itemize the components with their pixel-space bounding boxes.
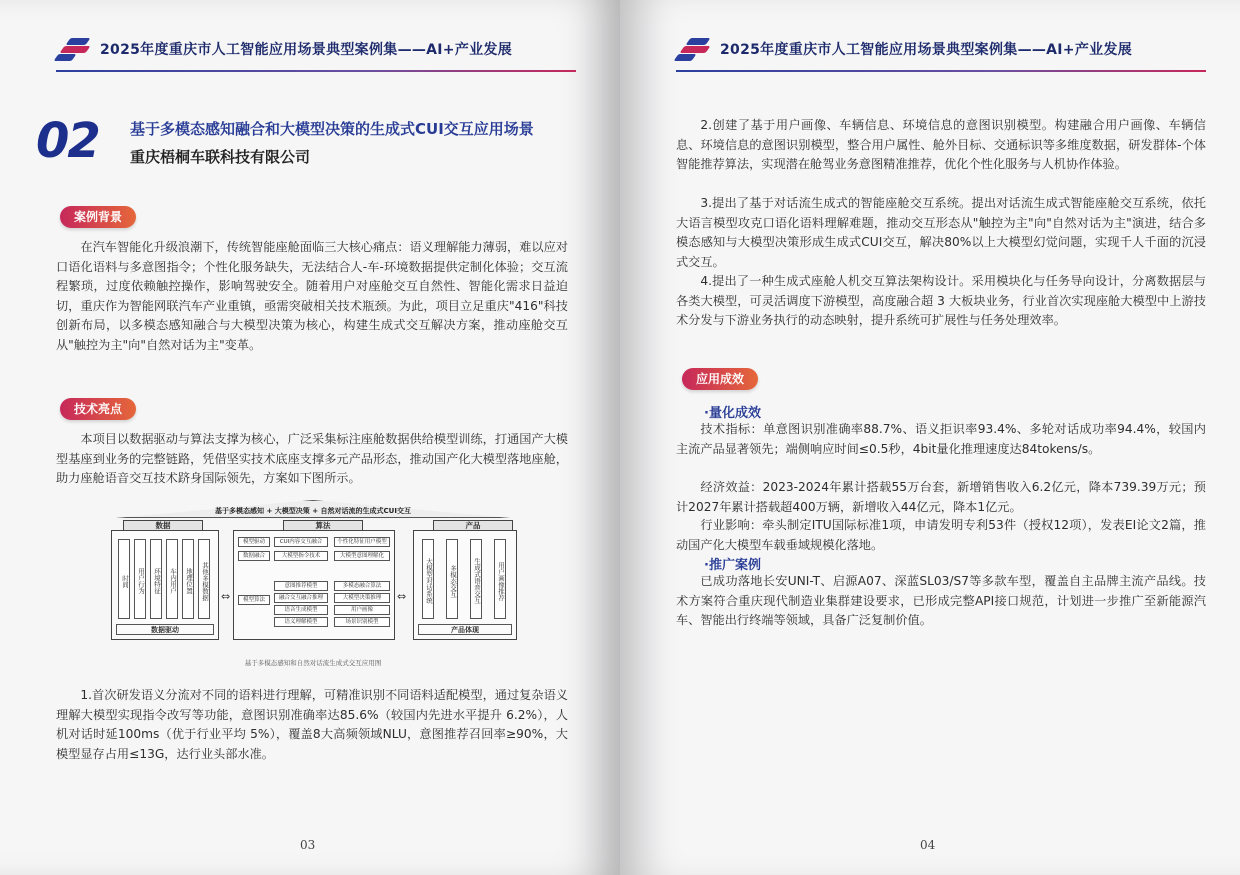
algo-item: 意图推荐模型 xyxy=(274,581,328,591)
algo-item: 模型驱动 xyxy=(238,537,270,547)
data-item: 其他多模数据 xyxy=(198,539,210,619)
architecture-diagram xyxy=(103,500,523,667)
data-foot: 数据驱动 xyxy=(116,624,214,635)
diagram-col-product-head: 产品 xyxy=(433,520,513,532)
header-title: 2025年度重庆市人工智能应用场景典型案例集——AI+产业发展 xyxy=(720,42,1133,58)
product-item: 生成式语音交互 xyxy=(470,539,482,619)
double-arrow-icon: ⇔ xyxy=(397,590,407,603)
algo-item: 场景识别模型 xyxy=(334,617,390,627)
algo-item: 大模型意图理解化 xyxy=(334,551,390,561)
paragraph-point-1: 1.首次研发语义分流对不同的语料进行理解，可精准识别不同语料适配模型，通过复杂语义理解大模型实现指令改写等功能，意图识别准确率达85.6%（较国内先进水平提升 6.2%），人机对话时延100ms（优于行业平均 5%），覆盖8大高频领域NLU，意图推荐召回率≥90%，大模型显存占用≤13G，达行业头部水准。 xyxy=(56,688,568,761)
data-item: 时间 xyxy=(118,539,130,619)
section-label-background: 案例背景 xyxy=(60,206,136,228)
diagram-col-data xyxy=(111,530,219,640)
section-label-tech: 技术亮点 xyxy=(60,398,136,420)
paragraph-point-4: 4.提出了一种生成式座舱人机交互算法架构设计。采用模块化与任务导向设计，分离数据层与各类大模型，可灵活调度下游模型，高度融合超 3 大板块业务，行业首次实现座舱大模型中上游技术分发与下游业务执行的动态映射，提升系统可扩展性与任务处理效率。 xyxy=(676,274,1206,327)
paragraph-point-3: 3.提出了基于对话流生成式的智能座舱交互系统。提出对话流生成式智能座舱交互系统，依托大语言模型攻克口语化语料理解难题，推动交互形态从"触控为主"向"自然对话为主"演进，结合多模态感知与大模型决策形成生成式CUI交互，解决80%以上大模型幻觉问题，实现千人千面的沉浸式交互。 xyxy=(676,196,1206,269)
header-divider xyxy=(676,70,1206,72)
case-title: 基于多模态感知融合和大模型决策的生成式CUI交互应用场景 xyxy=(130,120,534,138)
header-divider xyxy=(56,70,576,72)
paragraph-tech: 本项目以数据驱动与算法支撑为核心，广泛采集标注座舱数据供给模型训练，打通国产大模型基座到业务的完整链路，凭借坚实技术底座支撑多元产品形态，推动国产化大模型落地座舱，助力座舱语音交互技术跻身国际领先，方案如下图所示。 xyxy=(56,432,568,485)
algo-item: 语音生成模型 xyxy=(274,605,328,615)
page-header xyxy=(56,34,512,64)
section-label-results: 应用成效 xyxy=(682,368,758,390)
product-foot: 产品体现 xyxy=(418,624,512,635)
diagram-banner: 基于多模态感知 + 大模型决策 + 自然对话流的生成式CUI交互 xyxy=(215,507,411,515)
page-header xyxy=(676,34,1132,64)
algo-item: 大模型指令技术 xyxy=(274,551,328,561)
algo-item: 模型算法 xyxy=(238,595,270,605)
paragraph-tech-metrics: 技术指标：单意图识别准确率88.7%、语义拒识率93.4%、多轮对话成功率94.4%，较国内主流产品显著领先；端侧响应时间≤0.5秒，4bit量化推理速度达84tokens/s。 xyxy=(676,422,1206,456)
data-item: 用户行为 xyxy=(134,539,146,619)
data-item: 环境特征 xyxy=(150,539,162,619)
subheading-promotion: ·推广案例 xyxy=(704,558,761,573)
algo-item: 个性化特征用户模型 xyxy=(334,537,390,547)
page-number: 03 xyxy=(300,838,316,852)
diagram-col-product xyxy=(413,530,517,640)
page-number: 04 xyxy=(920,838,936,852)
product-item: 用户画像推荐 xyxy=(494,539,506,619)
algo-item: CUI内容交互融合 xyxy=(274,537,328,547)
algo-item: 数据融合 xyxy=(238,551,270,561)
diagram-col-data-head: 数据 xyxy=(123,520,203,532)
case-company: 重庆梧桐车联科技有限公司 xyxy=(130,148,311,166)
paragraph-promotion: 已成功落地长安UNI-T、启源A07、深蓝SL03/S7等多款车型，覆盖自主品牌主流产品线。技术方案符合重庆现代制造业集群建设要求，已形成完整API接口规范，计划进一步推广至新能源汽车、智能出行终端等领域，具备广泛复制价值。 xyxy=(676,574,1206,627)
algo-item: 语义理解模型 xyxy=(274,617,328,627)
paragraph-background: 在汽车智能化升级浪潮下，传统智能座舱面临三大核心痛点：语义理解能力薄弱，难以应对口语化语料与多意图指令；个性化服务缺失，无法结合人-车-环境数据提供定制化体验；交互流程繁琐，过度依赖触控操作，影响驾驶安全。随着用户对座舱交互自然性、智能化需求日益迫切，重庆作为智能网联汽车产业重镇，亟需突破相关技术瓶颈。为此，项目立足重庆"416"科技创新布局，以多模态感知融合与大模型决策为核心，构建生成式交互解决方案，推动座舱交互从"触控为主"向"自然对话为主"变革。 xyxy=(56,240,568,352)
algo-item: 用户画像 xyxy=(334,605,390,615)
paragraph-point-2: 2.创建了基于用户画像、车辆信息、环境信息的意图识别模型。构建融合用户画像、车辆信息、环境信息的意图识别模型，整合用户属性、舱外目标、交通标识等多维度数据，研发群体-个体智能推荐算法，实现潜在舱驾业务意图精准推荐，优化个性化服务与人机协作体验。 xyxy=(676,118,1206,171)
data-item: 地理位置 xyxy=(182,539,194,619)
algo-item: 融合交互融合推理 xyxy=(274,593,328,603)
diagram-caption: 基于多模态感知和自然对话流生成式交互应用图 xyxy=(244,659,382,667)
brand-logo-icon xyxy=(56,36,92,62)
header-title: 2025年度重庆市人工智能应用场景典型案例集——AI+产业发展 xyxy=(100,42,513,58)
algo-item: 多模态融合算法 xyxy=(334,581,390,591)
diagram-col-algo xyxy=(233,530,395,640)
product-item: 多模态交互 xyxy=(446,539,458,619)
brand-logo-icon xyxy=(676,36,712,62)
right-page xyxy=(620,0,1240,875)
case-number: 02 xyxy=(36,113,99,169)
double-arrow-icon: ⇔ xyxy=(221,590,231,603)
diagram-col-algo-head: 算法 xyxy=(283,520,363,532)
product-item: 大模型对话系统 xyxy=(422,539,434,619)
data-item: 车内用户 xyxy=(166,539,178,619)
paragraph-industry: 行业影响：牵头制定ITU国际标准1项，申请发明专利53件（授权12项），发表EI论文2篇，推动国产化大模型车载垂域规模化落地。 xyxy=(676,518,1206,552)
algo-item: 大模型决策推理 xyxy=(334,593,390,603)
subheading-quantified: ·量化成效 xyxy=(704,406,761,421)
paragraph-economic: 经济效益：2023-2024年累计搭载55万台套，新增销售收入6.2亿元，降本739.39万元；预计2027年累计搭载超400万辆，新增收入44亿元，降本1亿元。 xyxy=(676,480,1206,514)
